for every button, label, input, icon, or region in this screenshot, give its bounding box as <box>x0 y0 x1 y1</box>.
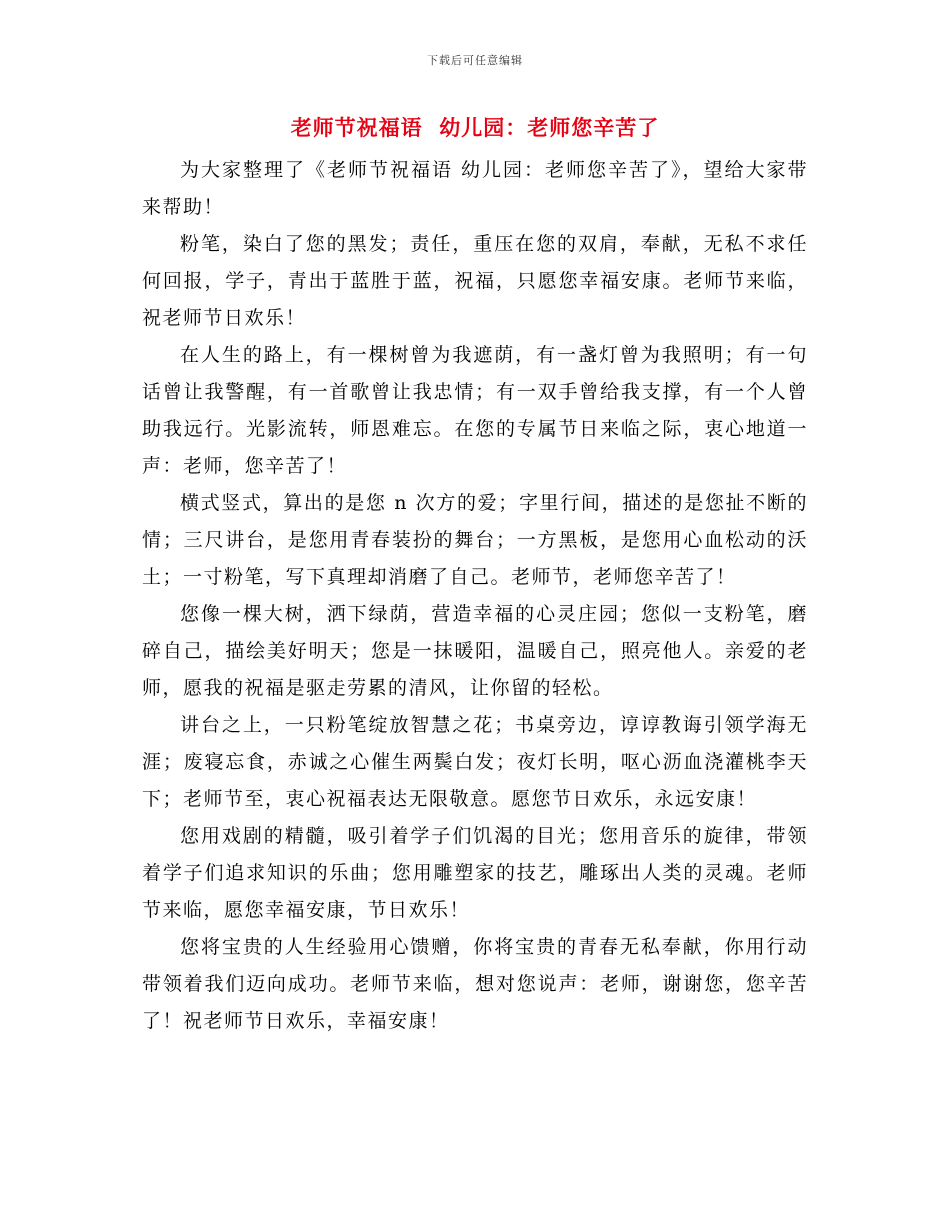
paragraph-chalk: 粉笔，染白了您的黑发；责任，重压在您的双肩，奉献，无私不求任何回报，学子，青出于蓝胜于蓝，祝福，只愿您幸福安康。老师节来临，祝老师节日欢乐！ <box>142 233 808 329</box>
paragraph-tree: 您像一棵大树，洒下绿荫，营造幸福的心灵庄园；您似一支粉笔，磨碎自己，描绘美好明天；您是一抹暖阳，温暖自己，照亮他人。亲爱的老师，愿我的祝福是驱走劳累的清风，让你留的轻松。 <box>142 603 808 699</box>
paragraph-arts: 您用戏剧的精髓，吸引着学子们饥渴的目光；您用音乐的旋律，带领着学子们追求知识的乐曲；您用雕塑家的技艺，雕琢出人类的灵魂。老师节来临，愿您幸福安康，节日欢乐！ <box>142 825 808 921</box>
paragraph-math: 横式竖式，算出的是您 n 次方的爱；字里行间，描述的是您扯不断的情；三尺讲台，是您用青春装扮的舞台；一方黑板，是您用心血松动的沃土；一寸粉笔，写下真理却消磨了自己。老师节，老师您辛苦了！ <box>142 492 808 588</box>
document-title: 老师节祝福语 幼儿园：老师您辛苦了 <box>290 115 660 140</box>
header-note: 下载后可任意编辑 <box>427 54 523 67</box>
paragraph-podium: 讲台之上，一只粉笔绽放智慧之花；书桌旁边，谆谆教诲引领学海无涯；废寝忘食，赤诚之心催生两鬓白发；夜灯长明，呕心沥血浇灌桃李天下；老师节至，衷心祝福表达无限敬意。愿您节日欢乐，永远安康！ <box>142 714 808 810</box>
paragraph-experience: 您将宝贵的人生经验用心馈赠，你将宝贵的青春无私奉献，你用行动带领着我们迈向成功。老师节来临，想对您说声：老师，谢谢您，您辛苦了！祝老师节日欢乐，幸福安康！ <box>142 936 808 1032</box>
paragraph-intro: 为大家整理了《老师节祝福语 幼儿园：老师您辛苦了》，望给大家带来帮助！ <box>142 159 808 218</box>
document-body <box>142 152 808 1040</box>
paragraph-life-road: 在人生的路上，有一棵树曾为我遮荫，有一盏灯曾为我照明；有一句话曾让我警醒，有一首歌曾让我忠情；有一双手曾给我支撑，有一个人曾助我远行。光影流转，师恩难忘。在您的专属节日来临之际，衷心地道一声：老师，您辛苦了！ <box>142 344 808 477</box>
